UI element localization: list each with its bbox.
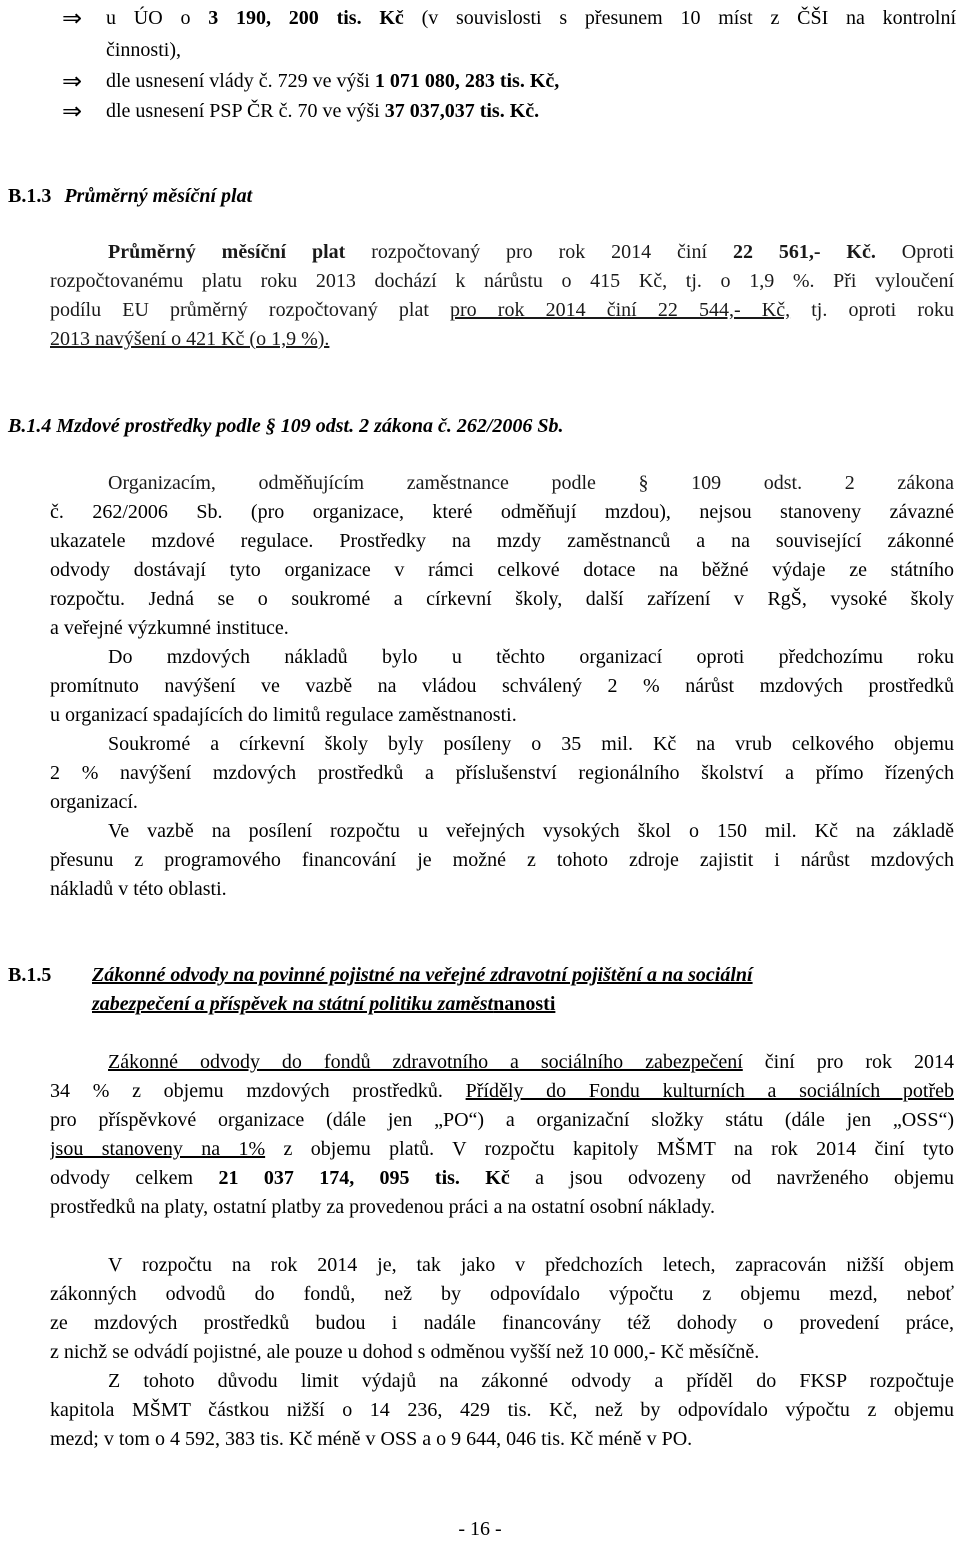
paragraph-line: č. 262/2006 Sb. (pro organizace, které odměňují mzdou), nejsou stanoveny závazné xyxy=(50,501,954,523)
right-double-arrow-icon: ⇒ xyxy=(62,67,83,95)
paragraph-line: promítnuto navýšení ve vazbě na vládou schválený 2 % nárůst mzdových prostředků xyxy=(50,675,954,697)
bullet-item-continuation: činnosti), xyxy=(106,39,181,61)
paragraph-line: prostředků na platy, ostatní platby za provedenou práci a na ostatní osobní náklady. xyxy=(50,1196,715,1218)
section-heading xyxy=(8,183,252,209)
section-heading: B.1.4 Mzdové prostředky podle § 109 odst. 2 zákona č. 262/2006 Sb. xyxy=(8,415,564,437)
paragraph-line: nákladů v této oblasti. xyxy=(50,878,227,900)
right-double-arrow-icon: ⇒ xyxy=(62,4,83,32)
paragraph-line: V rozpočtu na rok 2014 je, tak jako v předchozích letech, zapracován nižší objem xyxy=(108,1254,954,1276)
paragraph-line: u organizací spadajících do limitů regulace zaměstnanosti. xyxy=(50,704,517,726)
bullet-item: dle usnesení vlády č. 729 ve výši 1 071 080, 283 tis. Kč, xyxy=(106,70,560,92)
section-title: Průměrný měsíční plat xyxy=(64,185,253,207)
paragraph-line: odvody dostávají tyto organizace v rámci celkové dotace na běžné výdaje ze státního xyxy=(50,559,954,581)
section-title: Zákonné odvody na povinné pojistné na veřejné zdravotní pojištění a na sociální xyxy=(92,964,753,986)
paragraph-line: 2013 navýšení o 421 Kč (o 1,9 %). xyxy=(50,328,330,350)
paragraph-line: jsou stanoveny na 1% z objemu platů. V rozpočtu kapitoly MŠMT na rok 2014 činí tyto xyxy=(50,1138,954,1160)
bullet-item: u ÚO o 3 190, 200 tis. Kč (v souvislosti s přesunem 10 míst z ČŠI na kontrolní xyxy=(106,7,956,29)
paragraph-line: z nichž se odvádí pojistné, ale pouze u dohod s odměnou vyšší než 10 000,- Kč měsíčně. xyxy=(50,1341,760,1363)
right-double-arrow-icon: ⇒ xyxy=(62,97,83,125)
paragraph-line: 34 % z objemu mzdových prostředků. Příděly do Fondu kulturních a sociálních potřeb xyxy=(50,1080,954,1102)
section-number: B.1.5 xyxy=(8,964,52,986)
paragraph-line: rozpočtovanému platu roku 2013 dochází k nárůstu o 415 Kč, tj. o 1,9 %. Při vyloučení xyxy=(50,270,954,292)
section-number: B.1.3 xyxy=(8,185,52,207)
page-number: - 16 - xyxy=(458,1518,502,1540)
section-title-continuation: zabezpečení a příspěvek na státní politiku zaměstnanosti xyxy=(92,993,556,1015)
bullet-item: dle usnesení PSP ČR č. 70 ve výši 37 037,037 tis. Kč. xyxy=(106,100,540,122)
paragraph-line: pro příspěvkové organizace (dále jen „PO“) a organizační složky státu (dále jen „OSS“) xyxy=(50,1109,954,1131)
paragraph-line: podílu EU průměrný rozpočtovaný plat pro rok 2014 činí 22 544,- Kč, tj. oproti roku xyxy=(50,299,954,321)
paragraph-line: Organizacím, odměňujícím zaměstnance podle § 109 odst. 2 zákona xyxy=(108,472,954,494)
paragraph-line: ze mzdových prostředků budou i nadále financovány též dohody o provedení práce, xyxy=(50,1312,954,1334)
paragraph-line: kapitola MŠMT částkou nižší o 14 236, 429 tis. Kč, než by odpovídalo výpočtu z objemu xyxy=(50,1399,954,1421)
paragraph-line: 2 % navýšení mzdových prostředků a příslušenství regionálního školství a přímo řízených xyxy=(50,762,954,784)
paragraph-line: a veřejné výzkumné instituce. xyxy=(50,617,289,639)
paragraph-line: přesunu z programového financování je možné z tohoto zdroje zajistit i nárůst mzdových xyxy=(50,849,954,871)
paragraph-line: Soukromé a církevní školy byly posíleny o 35 mil. Kč na vrub celkového objemu xyxy=(108,733,954,755)
paragraph-line: Do mzdových nákladů bylo u těchto organizací oproti předchozímu roku xyxy=(108,646,954,668)
paragraph-line: Ve vazbě na posílení rozpočtu u veřejných vysokých škol o 150 mil. Kč na základě xyxy=(108,820,954,842)
paragraph-line: Z tohoto důvodu limit výdajů na zákonné odvody a příděl do FKSP rozpočtuje xyxy=(108,1370,954,1392)
paragraph-line: odvody celkem 21 037 174, 095 tis. Kč a jsou odvozeny od navrženého objemu xyxy=(50,1167,954,1189)
paragraph-line: rozpočtu. Jedná se o soukromé a církevní školy, další zařízení v RgŠ, vysoké školy xyxy=(50,588,954,610)
paragraph-line: ukazatele mzdové regulace. Prostředky na mzdy zaměstnanců a na související zákonné xyxy=(50,530,954,552)
paragraph-line: Zákonné odvody do fondů zdravotního a sociálního zabezpečení činí pro rok 2014 xyxy=(108,1051,954,1073)
paragraph-line: zákonných odvodů do fondů, než by odpovídalo výpočtu z objemu mezd, neboť xyxy=(50,1283,954,1305)
paragraph-line: Průměrný měsíční plat rozpočtovaný pro rok 2014 činí 22 561,- Kč. Oproti xyxy=(108,241,954,263)
paragraph-line: mezd; v tom o 4 592, 383 tis. Kč méně v OSS a o 9 644, 046 tis. Kč méně v PO. xyxy=(50,1428,693,1450)
paragraph-line: organizací. xyxy=(50,791,138,813)
